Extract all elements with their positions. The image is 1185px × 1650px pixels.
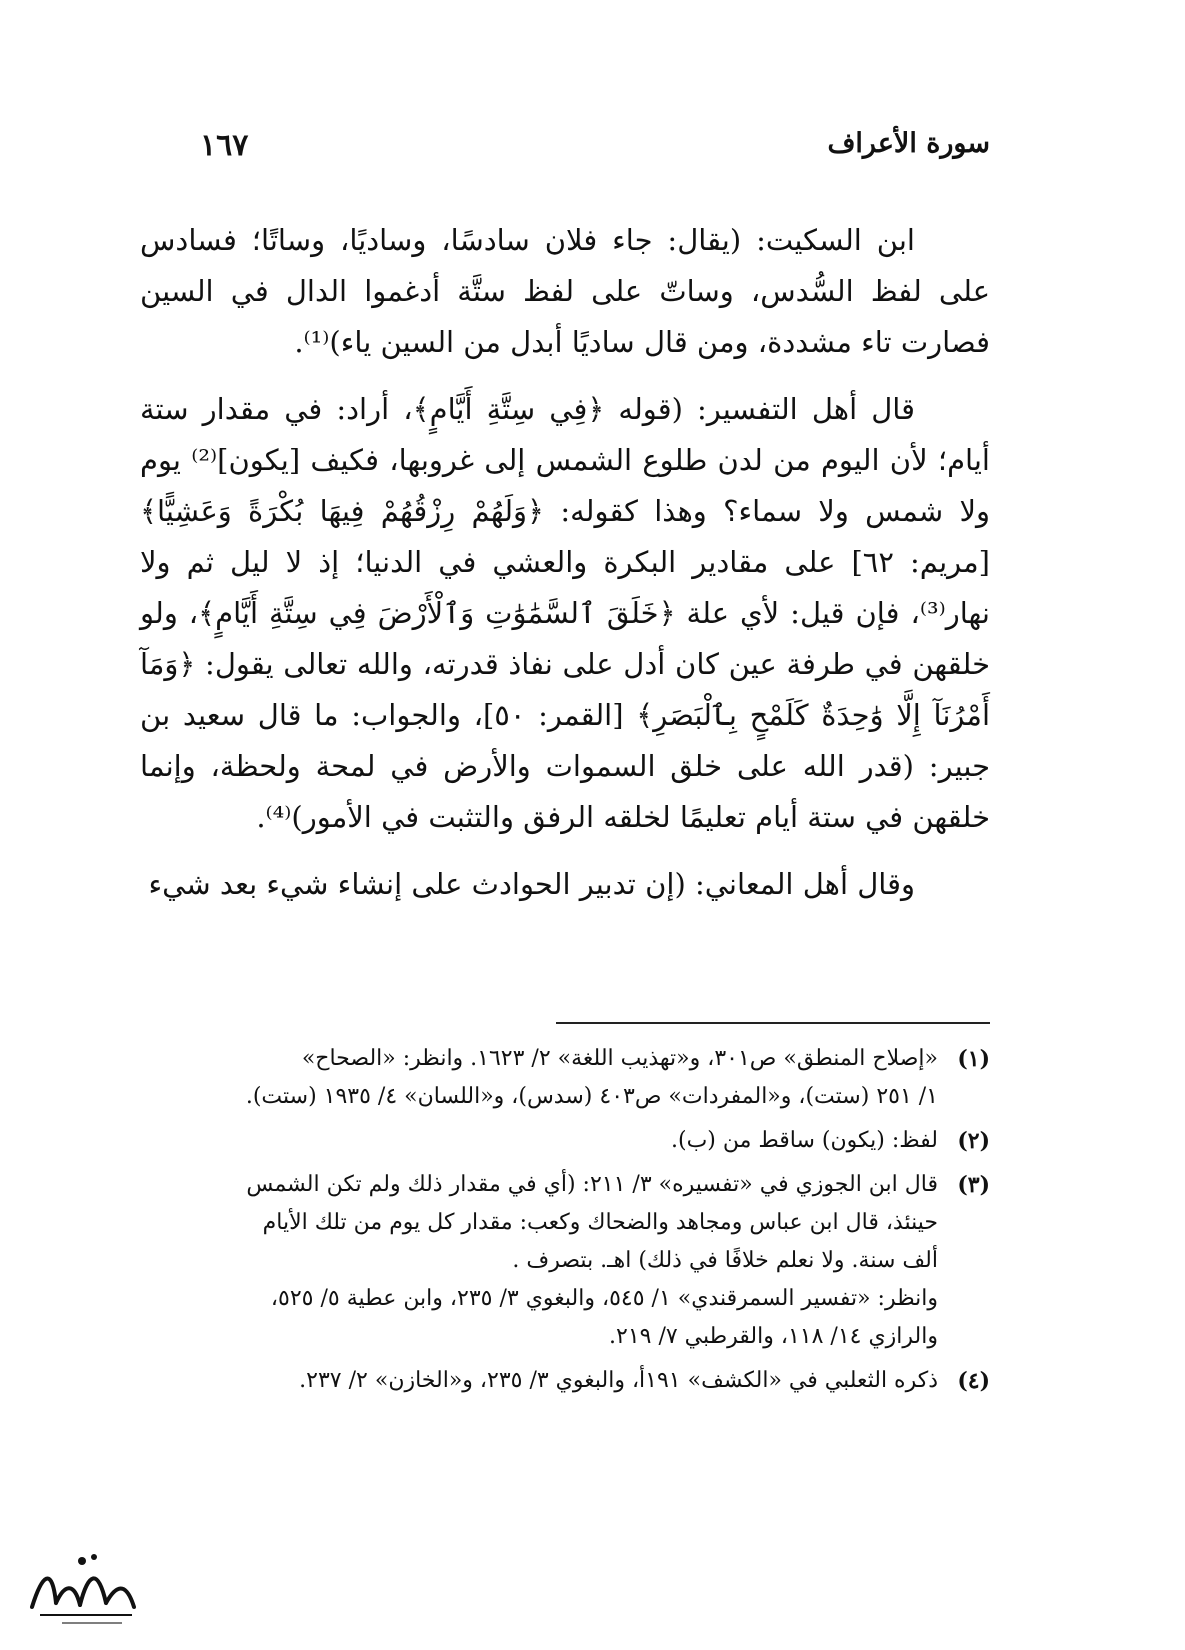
footnote-number: (٣)	[957, 1172, 990, 1198]
footnote-1	[140, 1040, 990, 1116]
footnote-line: وانظر: «تفسير السمرقندي» ١/ ٥٤٥، والبغوي ٣/ ٢٣٥، وابن عطية ٥/ ٥٢٥،	[270, 1286, 938, 1311]
footnote-line: ١/ ٢٥١ (ستت)، و«المفردات» ص٤٠٣ (سدس)، و«اللسان» ٤/ ١٩٣٥ (ستت).	[245, 1084, 938, 1109]
page-header	[200, 128, 990, 172]
paragraph-3: وقال أهل المعاني: (إن تدبير الحوادث على إنشاء شيء بعد شيء	[148, 867, 915, 901]
footnote-2	[140, 1122, 990, 1160]
footnote-line: والرازي ١٤/ ١١٨، والقرطبي ٧/ ٢١٩.	[609, 1324, 938, 1349]
page-number: ١٦٧	[200, 128, 249, 163]
footnote-line: «إصلاح المنطق» ص٣٠١، و«تهذيب اللغة» ٢/ ١٦٢٣. وانظر: «الصحاح»	[301, 1046, 938, 1071]
footnote-line: ذكره الثعلبي في «الكشف» ١٩١أ، والبغوي ٣/ ٢٣٥، و«الخازن» ٢/ ٢٣٧.	[299, 1368, 938, 1393]
footnote-3	[140, 1166, 990, 1356]
footnote-4	[140, 1362, 990, 1400]
footnote-line: لفظ: (يكون) ساقط من (ب).	[671, 1128, 938, 1153]
paragraph-1: ابن السكيت: (يقال: جاء فلان سادسًا، وساديًا، وساتًا؛ فسادس على لفظ السُّدس، وساتّ على لفظ ستَّة أدغموا الدال في السين فصارت تاء مشددة، ومن قال ساديًا أبدل من السين ياء)⁽¹⁾.	[140, 223, 990, 359]
calligraphy-logo-icon	[22, 1545, 142, 1629]
footnote-number: (٤)	[957, 1368, 990, 1394]
footnote-line: ألف سنة. ولا نعلم خلافًا في ذلك) اهـ. بتصرف .	[512, 1248, 938, 1273]
footnote-number: (٢)	[957, 1128, 990, 1154]
paragraph-2: قال أهل التفسير: (قوله ﴿فِي سِتَّةِ أَيَّامٍ﴾، أراد: في مقدار ستة أيام؛ لأن اليوم من لدن طلوع الشمس إلى غروبها، فكيف [يكون]⁽²⁾ يوم ولا شمس ولا سماء؟ وهذا كقوله: ﴿وَلَهُمْ رِزْقُهُمْ فِيهَا بُكْرَةً وَعَشِيًّا﴾ [مريم: ٦٢] على مقادير البكرة والعشي في الدنيا؛ إذ لا ليل ثم ولا نهار⁽³⁾، فإن قيل: لأي علة ﴿خَلَقَ ٱلسَّمَٰوَٰتِ وَٱلْأَرْضَ فِي سِتَّةِ أَيَّامٍ﴾، ولو خلقهن في طرفة عين كان أدل على نفاذ قدرته، والله تعالى يقول: ﴿وَمَآ أَمْرُنَآ إِلَّا وَٰحِدَةٌ كَلَمْحٍ بِٱلْبَصَرِ﴾ [القمر: ٥٠]، والجواب: ما قال سعيد بن جبير: (قدر الله على خلق السموات والأرض في لمحة ولحظة، وإنما خلقهن في ستة أيام تعليمًا لخلقه الرفق والتثبت في الأمور)⁽⁴⁾.	[140, 392, 990, 834]
footnote-line: قال ابن الجوزي في «تفسيره» ٣/ ٢١١: (أي في مقدار ذلك ولم تكن الشمس	[246, 1172, 938, 1197]
footnotes	[140, 1040, 990, 1406]
footnote-number: (١)	[957, 1046, 990, 1072]
surah-title: سورة الأعراف	[827, 128, 990, 159]
main-text	[140, 215, 990, 926]
footnote-divider	[556, 1022, 990, 1024]
footnote-line: حينئذ، قال ابن عباس ومجاهد والضحاك وكعب: مقدار كل يوم من تلك الأيام	[262, 1210, 938, 1235]
